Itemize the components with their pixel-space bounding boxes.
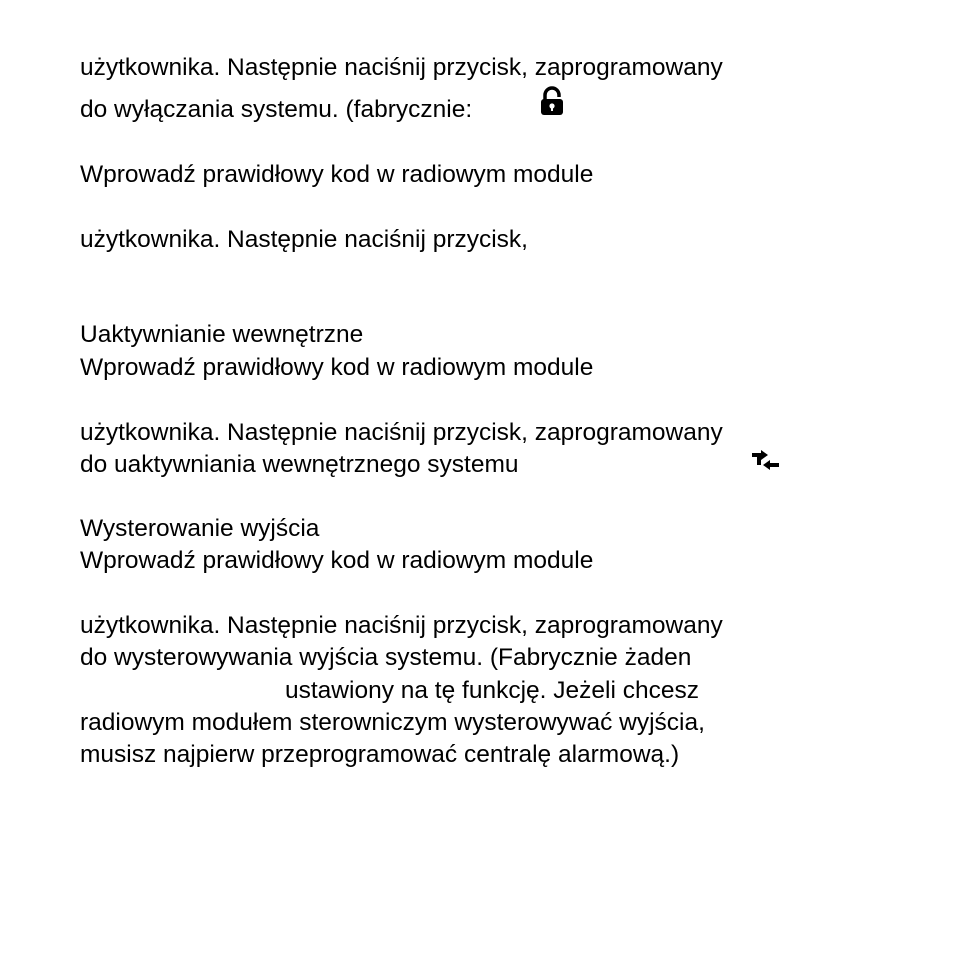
text-line: radiowym modułem sterowniczym wysterowywać wyjścia, — [80, 709, 705, 736]
text-line: użytkownika. Następnie naciśnij przycisk, zaprogramowany — [80, 419, 723, 446]
text-line: do uaktywniania wewnętrznego systemu — [80, 451, 519, 478]
internal-arming-icon — [751, 450, 781, 474]
text-line: Wprowadź prawidłowy kod w radiowym module — [80, 354, 594, 381]
text-line: użytkownika. Następnie naciśnij przycisk, zaprogramowany — [80, 612, 723, 639]
text-line: Wprowadź prawidłowy kod w radiowym module — [80, 161, 594, 188]
text-line: do wysterowywania wyjścia systemu. (Fabrycznie żaden — [80, 644, 692, 671]
text-line: użytkownika. Następnie naciśnij przycisk, — [80, 226, 528, 253]
text-line: użytkownika. Następnie naciśnij przycisk, zaprogramowany — [80, 54, 723, 81]
unlock-icon — [539, 86, 567, 118]
section-heading: Uaktywnianie wewnętrzne — [80, 321, 364, 348]
text-line: musisz najpierw przeprogramować centralę alarmową.) — [80, 741, 680, 768]
text-line: ustawiony na tę funkcję. Jeżeli chcesz — [285, 677, 699, 704]
text-line: do wyłączania systemu. (fabrycznie: — [80, 96, 473, 123]
text-line: Wprowadź prawidłowy kod w radiowym module — [80, 547, 594, 574]
section-heading: Wysterowanie wyjścia — [80, 515, 320, 542]
